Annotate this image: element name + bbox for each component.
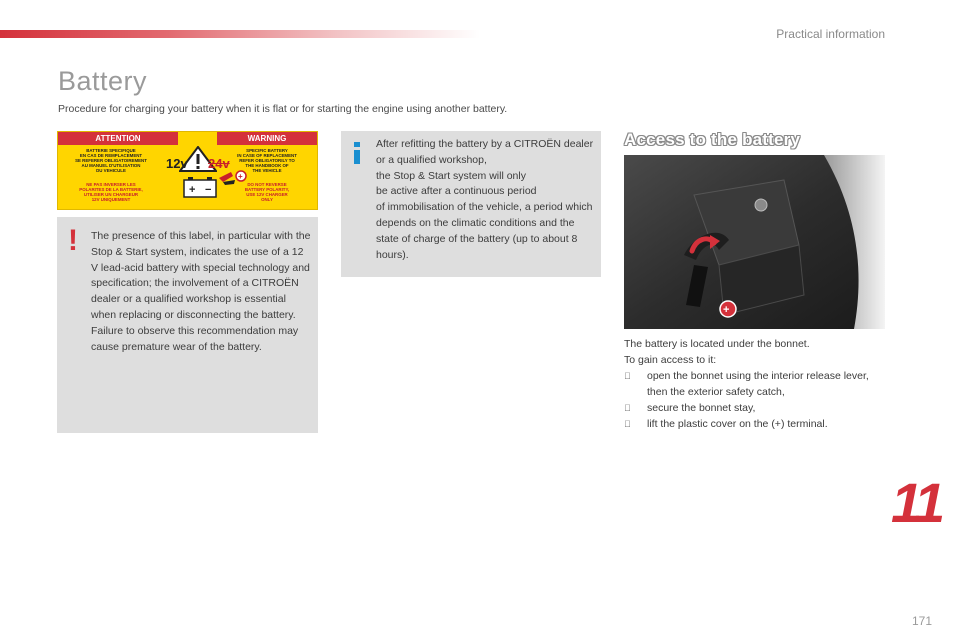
list-item: lift the plastic cover on the (+) terminal. (624, 416, 886, 432)
label-en-polarity: DO NOT REVERSE BATTERY POLARITY, USE 12V CHARGER ONLY (244, 182, 290, 202)
list-item: secure the bonnet stay, (624, 400, 886, 416)
arrow-bullet-icon (624, 400, 631, 416)
warning-note-text: The presence of this label, in particular with the Stop & Start system, indicates the use of a 12 V lead-acid battery with special technology and specification; the involvement of a CITROËN dealer or a qualified workshop is essential when replacing or disconnecting the battery. Failure to observe this recommendation may cause premature wear of the battery. (91, 230, 311, 353)
info-icon (349, 140, 365, 166)
label-24v: 24v (208, 156, 230, 171)
access-steps-list (624, 368, 886, 432)
access-instructions (624, 336, 886, 432)
page-title: Battery (58, 66, 148, 96)
warning-note-box (57, 217, 318, 433)
access-line-location: The battery is located under the bonnet. (624, 338, 810, 350)
svg-text:+: + (723, 304, 730, 316)
label-fr-specific: BATTERIE SPECIFIQUE EN CAS DE REMPLACEMENT SE REFERER OBLIGATOIREMENT AU MANUEL D'UTILISATION DU VEHICULE (75, 148, 147, 173)
svg-text:−: − (205, 184, 212, 196)
chapter-number: 11 (891, 471, 942, 534)
label-attention-header: ATTENTION (58, 132, 178, 145)
page-number: 171 (911, 614, 932, 628)
access-line-intro: To gain access to it: (624, 354, 717, 366)
battery-location-photo (624, 155, 885, 329)
arrow-bullet-icon (624, 368, 631, 384)
info-note-text: After refitting the battery by a CITROËN dealer or a qualified workshop, the Stop & Start system will only be active after a continuous period of immobilisation of the vehicle, a period which depends on the climatic conditions and the state of charge of the battery (up to about 8 hours). (376, 138, 594, 261)
charger-clamp-icon (217, 168, 247, 186)
battery-warning-label (57, 131, 318, 210)
label-fr-polarity: NE PAS INVERSER LES POLARITES DE LA BATTERIE, UTILISER UN CHARGEUR 12V UNIQUEMENT (79, 182, 143, 202)
list-item: open the bonnet using the interior release lever, then the exterior safety catch, (624, 368, 886, 400)
access-section-title: Access to the battery (624, 130, 801, 149)
arrow-bullet-icon (624, 416, 631, 432)
section-header: Practical information (776, 27, 885, 41)
intro-text: Procedure for charging your battery when it is flat or for starting the engine using another battery. (58, 103, 508, 115)
svg-text:+: + (189, 184, 196, 196)
label-12v: 12v (166, 156, 188, 171)
label-warning-header: WARNING (217, 132, 317, 145)
header-accent-bar (0, 30, 480, 38)
svg-text:+: + (238, 172, 243, 181)
label-en-specific: SPECIFIC BATTERY IN CASE OF REPLACEMENT REFER OBLIGATORILY TO THE HANDBOOK OF THE VEHICLE (237, 148, 297, 173)
battery-icon (183, 176, 217, 198)
info-note-box (341, 131, 601, 277)
exclamation-icon: ! (68, 224, 78, 257)
